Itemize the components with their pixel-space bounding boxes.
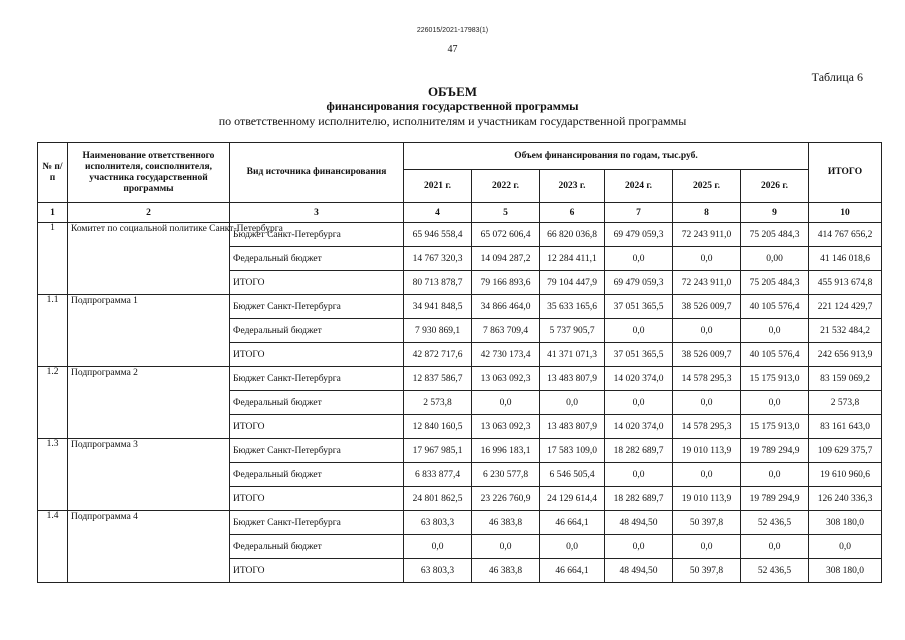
total-cell: 126 240 336,3 xyxy=(809,487,882,511)
total-cell: 308 180,0 xyxy=(809,511,882,535)
funding-source: ИТОГО xyxy=(230,271,404,295)
funding-source: Бюджет Санкт-Петербурга xyxy=(230,511,404,535)
value-cell: 69 479 059,3 xyxy=(605,271,673,295)
value-cell: 13 063 092,3 xyxy=(472,367,540,391)
row-name: Подпрограмма 3 xyxy=(68,439,230,511)
column-number: 8 xyxy=(673,203,741,223)
value-cell: 0,0 xyxy=(673,319,741,343)
funding-source: Бюджет Санкт-Петербурга xyxy=(230,439,404,463)
value-cell: 63 803,3 xyxy=(404,559,472,583)
value-cell: 0,0 xyxy=(741,463,809,487)
col-header-name: Наименование ответственного исполнителя, соисполнителя, участника государственной программы xyxy=(68,143,230,203)
value-cell: 14 020 374,0 xyxy=(605,367,673,391)
value-cell: 72 243 911,0 xyxy=(673,223,741,247)
value-cell: 46 664,1 xyxy=(540,511,605,535)
value-cell: 0,0 xyxy=(605,391,673,415)
value-cell: 12 840 160,5 xyxy=(404,415,472,439)
column-number: 2 xyxy=(68,203,230,223)
column-number: 10 xyxy=(809,203,882,223)
value-cell: 19 010 113,9 xyxy=(673,439,741,463)
value-cell: 24 129 614,4 xyxy=(540,487,605,511)
table-row xyxy=(38,367,882,391)
value-cell: 48 494,50 xyxy=(605,559,673,583)
value-cell: 0,0 xyxy=(673,535,741,559)
row-name: Подпрограмма 1 xyxy=(68,295,230,367)
value-cell: 0,0 xyxy=(673,247,741,271)
col-header-year: 2024 г. xyxy=(605,170,673,203)
value-cell: 14 767 320,3 xyxy=(404,247,472,271)
value-cell: 19 789 294,9 xyxy=(741,487,809,511)
value-cell: 13 483 807,9 xyxy=(540,367,605,391)
row-name: Комитет по социальной политике Санкт-Петербурга xyxy=(68,223,230,295)
value-cell: 48 494,50 xyxy=(605,511,673,535)
value-cell: 79 166 893,6 xyxy=(472,271,540,295)
total-cell: 414 767 656,2 xyxy=(809,223,882,247)
value-cell: 75 205 484,3 xyxy=(741,271,809,295)
total-cell: 21 532 484,2 xyxy=(809,319,882,343)
table-row xyxy=(38,295,882,319)
col-header-num: № п/п xyxy=(38,143,68,203)
value-cell: 0,0 xyxy=(605,535,673,559)
value-cell: 14 094 287,2 xyxy=(472,247,540,271)
col-header-year: 2022 г. xyxy=(472,170,540,203)
value-cell: 40 105 576,4 xyxy=(741,295,809,319)
value-cell: 80 713 878,7 xyxy=(404,271,472,295)
value-cell: 24 801 862,5 xyxy=(404,487,472,511)
column-number: 4 xyxy=(404,203,472,223)
value-cell: 34 941 848,5 xyxy=(404,295,472,319)
table-row xyxy=(38,511,882,535)
funding-source: Федеральный бюджет xyxy=(230,319,404,343)
row-name: Подпрограмма 2 xyxy=(68,367,230,439)
table-body xyxy=(38,223,882,583)
value-cell: 46 664,1 xyxy=(540,559,605,583)
value-cell: 7 863 709,4 xyxy=(472,319,540,343)
col-header-year: 2026 г. xyxy=(741,170,809,203)
value-cell: 40 105 576,4 xyxy=(741,343,809,367)
value-cell: 37 051 365,5 xyxy=(605,295,673,319)
column-number: 1 xyxy=(38,203,68,223)
value-cell: 16 996 183,1 xyxy=(472,439,540,463)
funding-source: Бюджет Санкт-Петербурга xyxy=(230,367,404,391)
total-cell: 83 159 069,2 xyxy=(809,367,882,391)
value-cell: 79 104 447,9 xyxy=(540,271,605,295)
value-cell: 0,0 xyxy=(472,391,540,415)
value-cell: 50 397,8 xyxy=(673,511,741,535)
value-cell: 46 383,8 xyxy=(472,511,540,535)
value-cell: 38 526 009,7 xyxy=(673,295,741,319)
value-cell: 65 946 558,4 xyxy=(404,223,472,247)
value-cell: 23 226 760,9 xyxy=(472,487,540,511)
funding-source: ИТОГО xyxy=(230,415,404,439)
value-cell: 52 436,5 xyxy=(741,559,809,583)
value-cell: 0,0 xyxy=(673,463,741,487)
table-row xyxy=(38,439,882,463)
total-cell: 109 629 375,7 xyxy=(809,439,882,463)
col-header-year: 2023 г. xyxy=(540,170,605,203)
row-code: 1.1 xyxy=(38,295,68,367)
value-cell: 41 371 071,3 xyxy=(540,343,605,367)
value-cell: 0,00 xyxy=(741,247,809,271)
column-number: 6 xyxy=(540,203,605,223)
value-cell: 14 578 295,3 xyxy=(673,415,741,439)
funding-source: Федеральный бюджет xyxy=(230,247,404,271)
document-subtitle: финансирования государственной программы xyxy=(326,99,579,113)
value-cell: 6 546 505,4 xyxy=(540,463,605,487)
document-id: 226015/2021-17983(1) xyxy=(416,27,489,34)
funding-source: ИТОГО xyxy=(230,487,404,511)
value-cell: 46 383,8 xyxy=(472,559,540,583)
row-code: 1 xyxy=(38,223,68,295)
total-cell: 41 146 018,6 xyxy=(809,247,882,271)
total-cell: 242 656 913,9 xyxy=(809,343,882,367)
total-cell: 19 610 960,6 xyxy=(809,463,882,487)
total-cell: 455 913 674,8 xyxy=(809,271,882,295)
value-cell: 18 282 689,7 xyxy=(605,439,673,463)
value-cell: 15 175 913,0 xyxy=(741,415,809,439)
column-number: 3 xyxy=(230,203,404,223)
value-cell: 19 789 294,9 xyxy=(741,439,809,463)
value-cell: 34 866 464,0 xyxy=(472,295,540,319)
value-cell: 14 578 295,3 xyxy=(673,367,741,391)
col-header-source: Вид источника финансирования xyxy=(230,143,404,203)
row-code: 1.4 xyxy=(38,511,68,583)
funding-source: Федеральный бюджет xyxy=(230,535,404,559)
funding-source: ИТОГО xyxy=(230,343,404,367)
value-cell: 0,0 xyxy=(605,463,673,487)
table-label: Таблица 6 xyxy=(811,70,863,84)
column-number: 9 xyxy=(741,203,809,223)
column-number: 5 xyxy=(472,203,540,223)
value-cell: 0,0 xyxy=(540,391,605,415)
value-cell: 0,0 xyxy=(741,319,809,343)
col-header-year: 2025 г. xyxy=(673,170,741,203)
value-cell: 13 483 807,9 xyxy=(540,415,605,439)
value-cell: 0,0 xyxy=(404,535,472,559)
col-header-volume: Объем финансирования по годам, тыс.руб. xyxy=(404,143,809,170)
value-cell: 66 820 036,8 xyxy=(540,223,605,247)
value-cell: 63 803,3 xyxy=(404,511,472,535)
total-cell: 221 124 429,7 xyxy=(809,295,882,319)
value-cell: 15 175 913,0 xyxy=(741,367,809,391)
value-cell: 0,0 xyxy=(741,391,809,415)
value-cell: 7 930 869,1 xyxy=(404,319,472,343)
value-cell: 14 020 374,0 xyxy=(605,415,673,439)
value-cell: 0,0 xyxy=(540,535,605,559)
value-cell: 35 633 165,6 xyxy=(540,295,605,319)
value-cell: 69 479 059,3 xyxy=(605,223,673,247)
column-number: 7 xyxy=(605,203,673,223)
table-header xyxy=(38,143,882,223)
value-cell: 5 737 905,7 xyxy=(540,319,605,343)
value-cell: 65 072 606,4 xyxy=(472,223,540,247)
total-cell: 2 573,8 xyxy=(809,391,882,415)
value-cell: 18 282 689,7 xyxy=(605,487,673,511)
table-row xyxy=(38,223,882,247)
page-number: 47 xyxy=(447,44,458,55)
funding-source: Бюджет Санкт-Петербурга xyxy=(230,295,404,319)
document-title: ОБЪЕМ xyxy=(427,84,478,99)
value-cell: 13 063 092,3 xyxy=(472,415,540,439)
value-cell: 72 243 911,0 xyxy=(673,271,741,295)
value-cell: 0,0 xyxy=(605,319,673,343)
total-cell: 308 180,0 xyxy=(809,559,882,583)
value-cell: 17 967 985,1 xyxy=(404,439,472,463)
column-number-row xyxy=(38,203,882,223)
value-cell: 42 730 173,4 xyxy=(472,343,540,367)
funding-source: Федеральный бюджет xyxy=(230,463,404,487)
value-cell: 75 205 484,3 xyxy=(741,223,809,247)
col-header-total: ИТОГО xyxy=(809,143,882,203)
value-cell: 0,0 xyxy=(741,535,809,559)
funding-source: ИТОГО xyxy=(230,559,404,583)
value-cell: 37 051 365,5 xyxy=(605,343,673,367)
row-name: Подпрограмма 4 xyxy=(68,511,230,583)
funding-source: Бюджет Санкт-Петербурга xyxy=(230,223,404,247)
value-cell: 12 837 586,7 xyxy=(404,367,472,391)
value-cell: 19 010 113,9 xyxy=(673,487,741,511)
value-cell: 42 872 717,6 xyxy=(404,343,472,367)
value-cell: 0,0 xyxy=(673,391,741,415)
value-cell: 0,0 xyxy=(605,247,673,271)
value-cell: 38 526 009,7 xyxy=(673,343,741,367)
value-cell: 52 436,5 xyxy=(741,511,809,535)
document-subtitle-secondary: по ответственному исполнителю, исполнителям и участникам государственной программы xyxy=(218,114,687,128)
value-cell: 2 573,8 xyxy=(404,391,472,415)
total-cell: 0,0 xyxy=(809,535,882,559)
value-cell: 6 230 577,8 xyxy=(472,463,540,487)
value-cell: 6 833 877,4 xyxy=(404,463,472,487)
value-cell: 17 583 109,0 xyxy=(540,439,605,463)
total-cell: 83 161 643,0 xyxy=(809,415,882,439)
value-cell: 12 284 411,1 xyxy=(540,247,605,271)
row-code: 1.2 xyxy=(38,367,68,439)
funding-table xyxy=(37,142,882,583)
value-cell: 50 397,8 xyxy=(673,559,741,583)
col-header-year: 2021 г. xyxy=(404,170,472,203)
funding-source: Федеральный бюджет xyxy=(230,391,404,415)
value-cell: 0,0 xyxy=(472,535,540,559)
row-code: 1.3 xyxy=(38,439,68,511)
